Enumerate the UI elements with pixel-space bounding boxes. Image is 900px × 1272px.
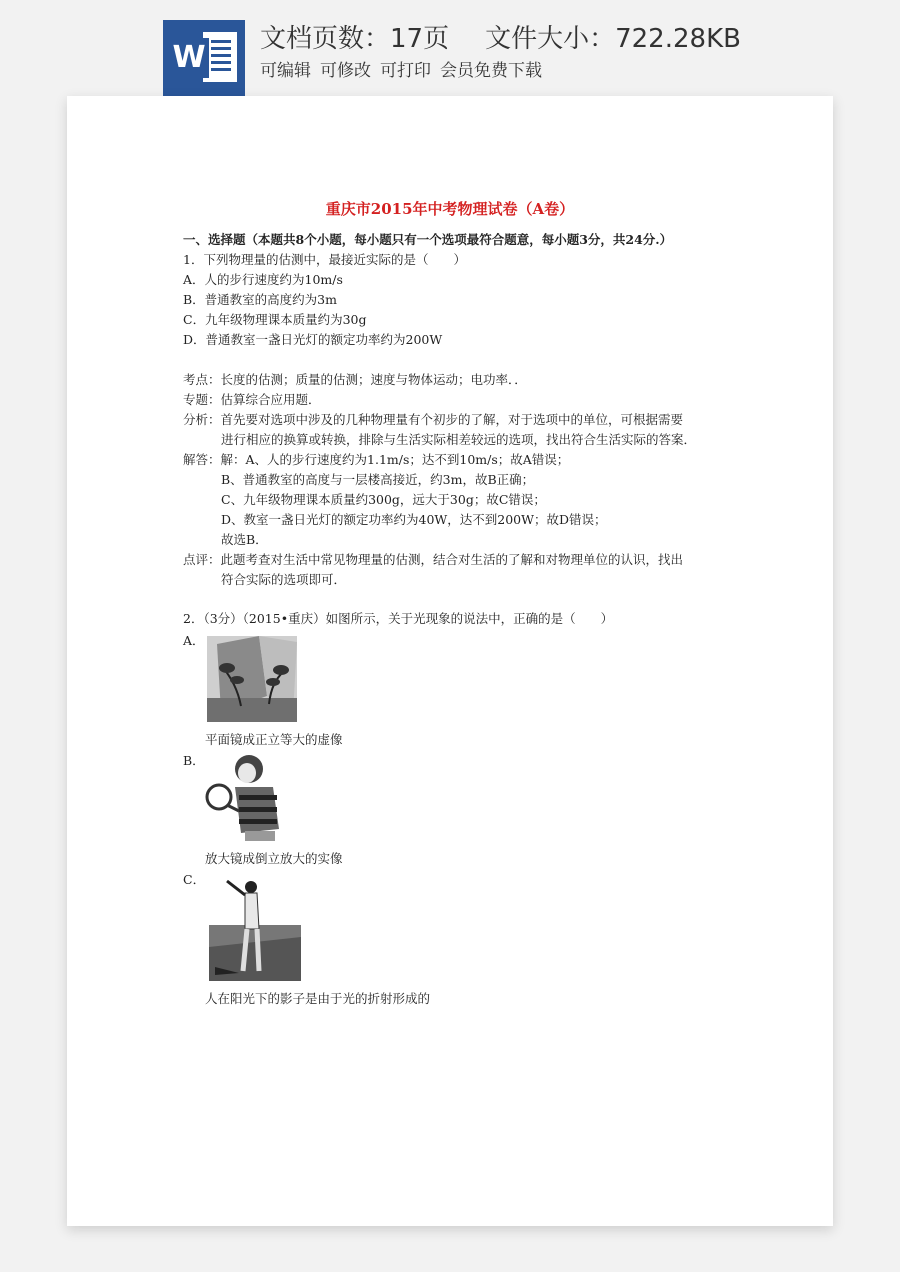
mirror-plant-photo <box>207 636 297 722</box>
shadow-photo <box>209 875 301 981</box>
page-count: 文档页数：17页 <box>260 24 450 54</box>
document-title: 重庆市2015年中考物理试卷（A卷） <box>325 200 575 218</box>
q2-option-a-letter: A． <box>183 633 205 648</box>
q2-stem: 2．（3分）（2015•重庆）如图所示，关于光现象的说法中，正确的是（ ） <box>183 611 614 626</box>
q1-fenxi-line2: 进行相应的换算或转换，排除与生活实际相差较远的选项，找出符合生活实际的答案． <box>221 432 697 447</box>
q1-option-a: A．人的步行速度约为10m/s <box>183 272 343 287</box>
q2-option-b-letter: B． <box>183 753 205 768</box>
q1-jieda-line3: C、九年级物理课本质量约300g，远大于30g；故C错误； <box>221 492 546 507</box>
q2-option-c-caption: 人在阳光下的影子是由于光的折射形成的 <box>205 991 431 1006</box>
q1-option-b: B．普通教室的高度约为3m <box>183 292 337 307</box>
q1-option-d: D．普通教室一盏日光灯的额定功率约为200W <box>183 332 443 347</box>
q1-kaodian: 考点：长度的估测；质量的估测；速度与物体运动；电功率．． <box>183 372 527 387</box>
q2-option-b-caption: 放大镜成倒立放大的实像 <box>205 851 343 866</box>
magnifier-photo <box>205 751 291 841</box>
file-size: 文件大小：722.28KB <box>485 24 741 54</box>
q1-stem: 1．下列物理量的估测中，最接近实际的是（ ） <box>183 252 466 267</box>
feature-list <box>260 56 551 81</box>
word-document-icon: W <box>163 20 245 96</box>
header-banner <box>0 0 900 96</box>
q1-zhuanti: 专题：估算综合应用题． <box>183 392 321 407</box>
q1-jieda-line4: D、教室一盏日光灯的额定功率约为40W，达不到200W；故D错误； <box>221 512 607 527</box>
feature-modifiable: 可修改 <box>320 61 371 81</box>
q1-jieda-line5: 故选B． <box>221 532 268 547</box>
doc-info-line <box>260 18 777 55</box>
q1-jieda-line1: 解答：解：A、人的步行速度约为1.1m/s；达不到10m/s；故A错误； <box>183 452 570 467</box>
q1-dianping-line2: 符合实际的选项即可． <box>221 572 347 587</box>
q2-option-a-caption: 平面镜成正立等大的虚像 <box>205 732 343 747</box>
feature-editable: 可编辑 <box>260 61 311 81</box>
feature-printable: 可打印 <box>380 61 431 81</box>
q1-jieda-line2: B、普通教室的高度与一层楼高接近，约3m，故B正确； <box>221 472 535 487</box>
q1-option-c: C．九年级物理课本质量约为30g <box>183 312 367 327</box>
q1-dianping-line1: 点评：此题考查对生活中常见物理量的估测，结合对生活的了解和对物理单位的认识，找出 <box>183 552 684 567</box>
q2-option-c-letter: C． <box>183 872 206 887</box>
section-heading: 一、选择题（本题共8个小题，每小题只有一个选项最符合题意，每小题3分，共24分.） <box>183 232 673 247</box>
q1-fenxi-line1: 分析：首先要对选项中涉及的几种物理量有个初步的了解，对于选项中的单位，可根据需要 <box>183 412 684 427</box>
feature-free-download: 会员免费下载 <box>440 61 542 81</box>
document-page <box>67 96 833 1226</box>
